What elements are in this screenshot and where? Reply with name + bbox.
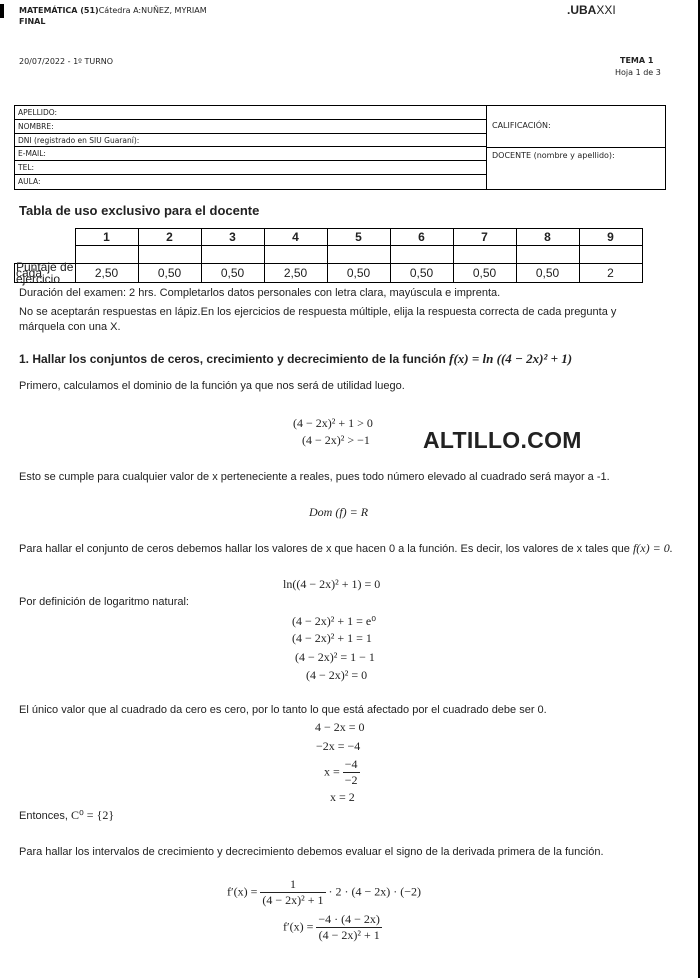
log-equation-4: (4 − 2x)² = 0	[306, 668, 368, 682]
domain-equation-1: (4 − 2x)² + 1 > 0	[293, 416, 373, 430]
column-header: 7	[453, 229, 516, 246]
score-cell: 2,50	[264, 264, 327, 283]
reales-paragraph: Esto se cumple para cualquier valor de x perteneciente a reales, pues todo número elevado al cuadrado será mayor a -1.	[19, 471, 610, 483]
column-header: 8	[516, 229, 579, 246]
domain-equation-2: (4 − 2x)² > −1	[302, 433, 370, 447]
score-cell: 0,50	[327, 264, 390, 283]
field-email[interactable]: E-MAIL:	[15, 147, 486, 161]
exam-date: 20/07/2022 - 1º TURNO	[19, 57, 114, 66]
column-header: 9	[579, 229, 642, 246]
altillo-watermark: ALTILLO.COM	[423, 427, 582, 453]
score-row-label: Puntaje de cada ejercicio	[16, 260, 74, 286]
grade-cell[interactable]	[75, 246, 138, 264]
tema-label: TEMA 1	[620, 56, 654, 65]
score-cell: 0,50	[516, 264, 579, 283]
grading-table	[14, 228, 643, 286]
grade-cell[interactable]	[201, 246, 264, 264]
derivative-equation-2: f′(x) = $\frac{-4 \cdot (4 - 2x)}{\text{(4 − 2x)² + 1}}$	[283, 912, 380, 942]
x-equation-2: −2x = −4	[316, 739, 361, 753]
column-header: 1	[75, 229, 138, 246]
log-equation-2: (4 − 2x)² + 1 = 1	[292, 631, 372, 645]
score-cell: 2	[579, 264, 642, 283]
column-header: 6	[390, 229, 453, 246]
exam-type: FINAL	[19, 17, 46, 26]
corner-cell	[15, 229, 76, 246]
score-cell: 0,50	[390, 264, 453, 283]
pencil-instructions: No se aceptarán respuestas en lápiz.En los ejercicios de respuesta múltiple, elija la respuesta correcta de cada pregunta y márquela con una X.	[19, 306, 617, 333]
score-cell: 0,50	[453, 264, 516, 283]
grade-cell[interactable]	[327, 246, 390, 264]
column-header: 2	[138, 229, 201, 246]
score-cell: 0,50	[138, 264, 201, 283]
uba-logo: .UBAXXI	[567, 3, 616, 17]
entonces-line: Entonces, C⁰ = {2}	[19, 808, 115, 822]
field-calificacion[interactable]: CALIFICACIÓN:	[487, 106, 665, 148]
grade-cell[interactable]	[264, 246, 327, 264]
field-docente[interactable]: DOCENTE (nombre y apellido):	[492, 151, 615, 160]
column-header: 4	[264, 229, 327, 246]
student-info-form	[14, 105, 666, 190]
column-header: 3	[201, 229, 264, 246]
ln-equation: ln((4 − 2x)² + 1) = 0	[283, 577, 381, 591]
cuadrado-paragraph: El único valor que al cuadrado da cero es cero, por lo tanto lo que está afectado por el cuadrado debe ser 0.	[19, 704, 547, 716]
domain-intro: Primero, calculamos el dominio de la función ya que nos será de utilidad luego.	[19, 380, 405, 392]
log-definition-text: Por definición de logaritmo natural:	[19, 596, 189, 608]
ceros-paragraph: Para hallar el conjunto de ceros debemos hallar los valores de x que hacen 0 a la función. Es decir, los valores de x tales que f(x) = 0.	[19, 541, 673, 555]
derivative-equation-1: f′(x) = $\frac{1}{\text{(4 − 2x)² + 1}}$ · 2 · (4 − 2x) · (−2)	[227, 877, 422, 907]
student-fields	[15, 106, 487, 189]
course-title: MATEMÁTICA (51)Cátedra A:NUÑEZ, MYRIAM	[19, 6, 207, 15]
score-cell: 0,50	[201, 264, 264, 283]
grade-cell[interactable]	[390, 246, 453, 264]
grade-cell[interactable]	[579, 246, 642, 264]
field-apellido[interactable]: APELLIDO:	[15, 106, 486, 120]
column-header: 5	[327, 229, 390, 246]
grade-cell[interactable]	[138, 246, 201, 264]
log-equation-3: (4 − 2x)² = 1 − 1	[295, 650, 375, 664]
field-dni[interactable]: DNI (registrado en SIU Guaraní):	[15, 134, 486, 148]
x-equation-4: x = 2	[330, 790, 355, 804]
field-aula[interactable]: AULA:	[18, 176, 41, 186]
derivada-paragraph: Para hallar los intervalos de crecimiento y decrecimiento debemos evaluar el signo de la derivada primera de la función.	[19, 846, 604, 858]
field-nombre[interactable]: NOMBRE:	[15, 120, 486, 134]
x-equation-1: 4 − 2x = 0	[315, 720, 365, 734]
grade-cell[interactable]	[453, 246, 516, 264]
question-1-title: 1. Hallar los conjuntos de ceros, crecimiento y decrecimiento de la función f(x) = ln ((4 − 2x)² + 1)	[19, 351, 573, 366]
grading-table-title: Tabla de uso exclusivo para el docente	[19, 203, 260, 218]
x-equation-3: x = $\frac{-4}{-2}$	[324, 757, 358, 787]
grade-cell[interactable]	[516, 246, 579, 264]
field-tel[interactable]: TEL:	[15, 161, 486, 175]
margin-mark	[0, 4, 4, 18]
score-cell: 2,50	[75, 264, 138, 283]
domain-result: Dom (f) = R	[309, 505, 369, 519]
page-counter: Hoja 1 de 3	[615, 68, 661, 77]
duration-text: Duración del examen: 2 hrs. Completarlos datos personales con letra clara, mayúscula e imprenta.	[19, 287, 501, 299]
log-equation-1: (4 − 2x)² + 1 = e⁰	[292, 614, 377, 628]
